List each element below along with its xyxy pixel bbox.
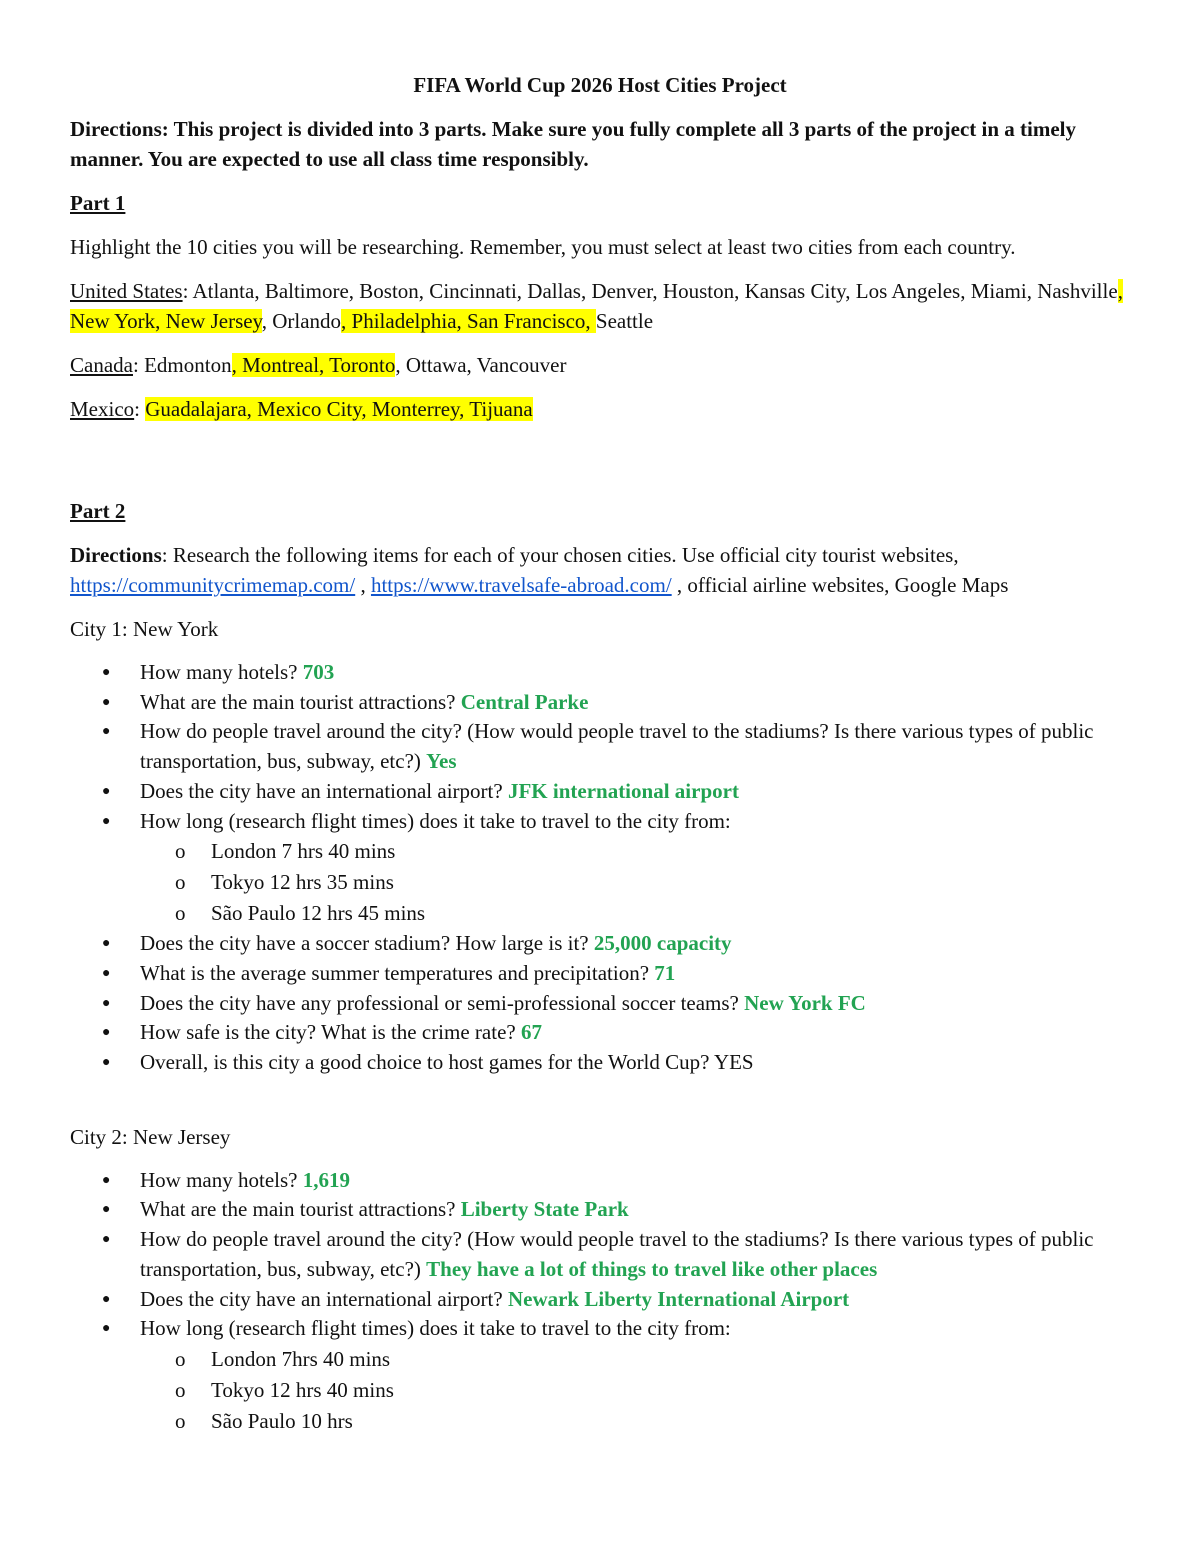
city2-heading: City 2: New Jersey: [70, 1124, 231, 1149]
list-item: [70, 688, 1130, 718]
list-item: [70, 1018, 1130, 1048]
answer-text: Newark Liberty International Airport: [507, 1286, 850, 1311]
answer-text: 71: [654, 960, 676, 985]
flight-item: o Tokyo 12 hrs 40 mins: [70, 1375, 1130, 1406]
list-item: [70, 1048, 1130, 1078]
list-item: [70, 1285, 1130, 1315]
us-label: United States: [70, 279, 183, 303]
city1-flight-list: [140, 836, 1130, 929]
list-item: [70, 1314, 1130, 1437]
city1-heading: City 1: New York: [70, 617, 219, 641]
flight-item: o São Paulo 10 hrs: [70, 1406, 1130, 1437]
document-title: FIFA World Cup 2026 Host Cities Project: [413, 73, 787, 97]
city1-question-list: [70, 658, 1130, 1078]
us-highlight2: , Philadelphia, San Francisco,: [341, 309, 596, 333]
question-text: Does the city have a soccer stadium? How large is it?: [140, 931, 594, 956]
us-cities-line: [70, 276, 1130, 336]
answer-text: 25,000 capacity: [593, 931, 732, 956]
us-plain1: : Atlanta, Baltimore, Boston, Cincinnati, Dallas, Denver, Houston, Kansas City, Los Angeles, Miami, Nashville: [182, 279, 1118, 303]
answer-text: 67: [520, 1020, 542, 1045]
us-plain2: , Orlando: [261, 309, 342, 333]
answer-text: JFK international airport: [507, 778, 739, 803]
part1-instructions: Highlight the 10 cities you will be researching. Remember, you must select at least two cities from each country.: [70, 235, 1016, 259]
list-item: [70, 989, 1130, 1019]
part2-directions-tail: , official airline websites, Google Maps: [671, 573, 1009, 597]
list-item: [70, 1166, 1130, 1196]
answer-text: 1,619: [302, 1167, 350, 1192]
list-item: [70, 717, 1130, 776]
canada-cities-line: [70, 350, 1130, 380]
list-item: [70, 777, 1130, 807]
mexico-label: Mexico: [70, 397, 135, 421]
document-page: [70, 70, 1130, 1437]
question-text: How do people travel around the city? (How would people travel to the stadiums? Is there various types of public transportation, bus, subway, etc?): [140, 1227, 1094, 1281]
spacer: [70, 1078, 1130, 1122]
answer-text: Yes: [426, 749, 457, 774]
flight-item: o London 7hrs 40 mins: [70, 1344, 1130, 1375]
crime-map-link[interactable]: https://communitycrimemap.com/: [70, 573, 356, 597]
link-separator: ,: [355, 573, 371, 597]
question-text: How many hotels?: [140, 1167, 303, 1192]
flight-item: o London 7 hrs 40 mins: [70, 836, 1130, 867]
question-text: Does the city have an international airport?: [140, 1286, 508, 1311]
answer-text: 703: [302, 660, 335, 684]
answer-text: They have a lot of things to travel like other places: [426, 1256, 878, 1281]
canada-plain2: , Ottawa, Vancouver: [395, 353, 567, 377]
part2-directions: [70, 540, 1130, 600]
part2-directions-label: Directions: [70, 543, 162, 567]
question-text: How long (research flight times) does it take to travel to the city from:: [140, 1316, 731, 1341]
list-item: [70, 1225, 1130, 1284]
part1-heading: Part 1: [70, 191, 126, 215]
list-item: [70, 807, 1130, 930]
question-text: Overall, is this city a good choice to host games for the World Cup? YES: [140, 1050, 754, 1075]
directions-text: This project is divided into 3 parts. Make sure you fully complete all 3 parts of the project in a timely manner. You are expected to use all class time responsibly.: [70, 117, 1077, 171]
canada-highlight: , Montreal, Toronto: [231, 353, 396, 377]
flight-item: o Tokyo 12 hrs 35 mins: [70, 867, 1130, 898]
city2-flight-list: [140, 1344, 1130, 1437]
question-text: How long (research flight times) does it take to travel to the city from:: [140, 808, 731, 833]
answer-text: New York FC: [744, 990, 866, 1015]
us-plain3: Seattle: [595, 309, 654, 333]
list-item: [70, 959, 1130, 989]
city2-question-list: [70, 1166, 1130, 1437]
mexico-highlight: Guadalajara, Mexico City, Monterrey, Tijuana: [145, 397, 533, 421]
part2-heading: Part 2: [70, 499, 126, 523]
question-text: How do people travel around the city? (How would people travel to the stadiums? Is there various types of public transportation, bus, subway, etc?): [140, 719, 1094, 774]
flight-item: o São Paulo 12 hrs 45 mins: [70, 898, 1130, 929]
list-item: [70, 1195, 1130, 1225]
question-text: What is the average summer temperatures and precipitation?: [140, 960, 655, 985]
canada-plain1: : Edmonton: [132, 353, 232, 377]
directions-label: Directions:: [70, 117, 169, 141]
directions-paragraph: [70, 114, 1130, 174]
question-text: How safe is the city? What is the crime rate?: [140, 1020, 521, 1045]
us-highlight1: , New York, New Jersey: [70, 279, 1123, 333]
question-text: What are the main tourist attractions?: [140, 1197, 461, 1222]
question-text: Does the city have an international airport?: [140, 778, 508, 803]
answer-text: Liberty State Park: [460, 1197, 629, 1222]
question-text: How many hotels?: [140, 660, 303, 684]
canada-label: Canada: [70, 353, 133, 377]
mexico-cities-line: [70, 394, 1130, 424]
list-item: [70, 658, 1130, 688]
travelsafe-link[interactable]: https://www.travelsafe-abroad.com/: [370, 573, 672, 597]
question-text: What are the main tourist attractions?: [140, 689, 461, 714]
spacer: [70, 438, 1130, 482]
list-item: [70, 929, 1130, 959]
answer-text: Central Parke: [460, 689, 589, 714]
part2-directions-text: : Research the following items for each of your chosen cities. Use official city tourist websites,: [161, 543, 959, 567]
question-text: Does the city have any professional or semi-professional soccer teams?: [140, 990, 745, 1015]
mexico-plain1: :: [134, 397, 146, 421]
